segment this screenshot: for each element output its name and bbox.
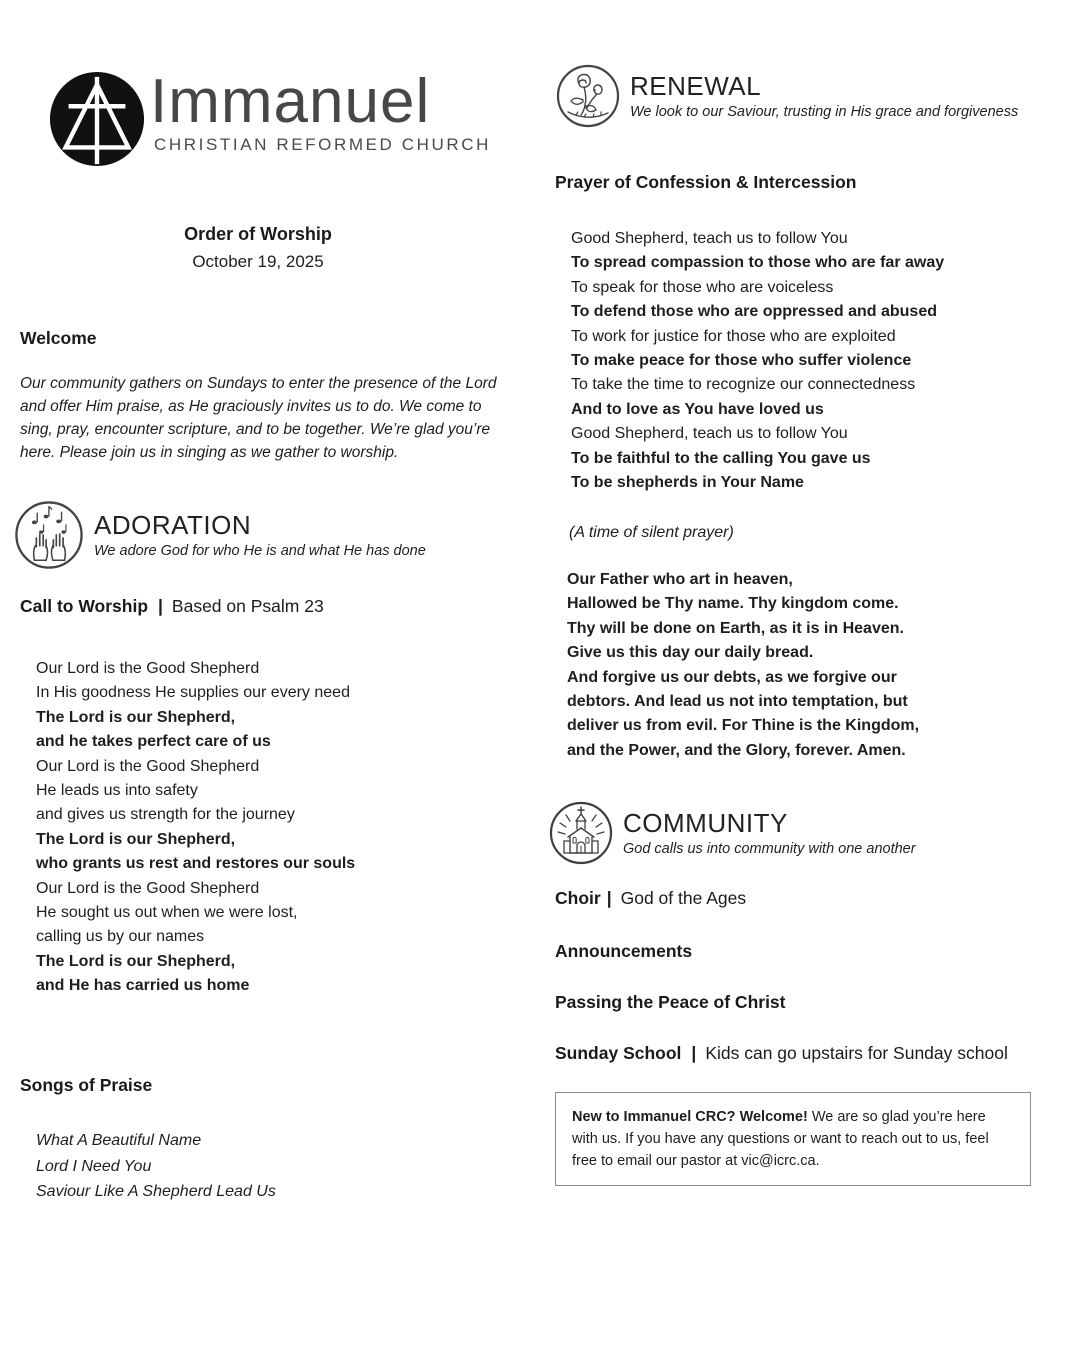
community-subtitle: God calls us into community with one another xyxy=(623,840,916,857)
welcome-paragraph: Our community gathers on Sundays to enter the presence of the Lord and offer Him praise, as He graciously invites us to do. We come to sing, pray, encounter scripture, and to be together. We’re glad you’re here. Please join us in singing as we gather to worship. xyxy=(20,375,497,461)
song-title: Saviour Like A Shepherd Lead Us xyxy=(36,1183,276,1200)
rose-icon xyxy=(556,64,620,128)
silent-prayer-note: (A time of silent prayer) xyxy=(569,524,734,541)
liturgy-line: He sought us out when we were lost, xyxy=(36,904,298,922)
liturgy-line: In His goodness He supplies our every need xyxy=(36,684,350,702)
renewal-section-header xyxy=(556,64,1018,128)
choir-song: God of the Ages xyxy=(620,888,747,908)
liturgy-line: To spread compassion to those who are far away xyxy=(571,254,945,272)
liturgy-line: who grants us rest and restores our souls xyxy=(36,855,356,873)
newcomer-note-text: We are so glad you’re here with us. If you have any questions or want to reach out to us, feel free to email our pastor at vic@icrc.ca. xyxy=(572,1109,989,1169)
liturgy-line: And to love as You have loved us xyxy=(571,400,824,418)
sunday-school-detail: Kids can go upstairs for Sunday school xyxy=(705,1043,1008,1063)
lords-prayer-line: deliver us from evil. For Thine is the Kingdom, xyxy=(567,717,920,735)
songs-of-praise-heading: Songs of Praise xyxy=(20,1075,153,1095)
service-date: October 19, 2025 xyxy=(192,252,324,271)
logo-tagline: CHRISTIAN REFORMED CHURCH xyxy=(154,135,491,155)
liturgy-line: He leads us into safety xyxy=(36,782,198,800)
sunday-school-heading xyxy=(555,1043,1008,1064)
sunday-school-label: Sunday School xyxy=(555,1043,682,1063)
community-title: COMMUNITY xyxy=(623,808,788,839)
church-logo xyxy=(48,67,491,168)
adoration-section-header xyxy=(14,500,426,570)
page-title: Order of Worship xyxy=(184,224,332,244)
liturgy-line: and He has carried us home xyxy=(36,977,250,995)
liturgy-line: To be faithful to the calling You gave us xyxy=(571,449,871,467)
lords-prayer-line: debtors. And lead us not into temptation, but xyxy=(567,693,908,711)
passing-peace-heading: Passing the Peace of Christ xyxy=(555,992,786,1012)
songs-of-praise-list xyxy=(36,1128,276,1205)
prayer-lines xyxy=(571,227,944,495)
liturgy-line: To speak for those who are voiceless xyxy=(571,278,834,296)
call-to-worship-lines xyxy=(36,657,355,999)
heading-separator: | xyxy=(158,596,163,616)
lords-prayer-line: Hallowed be Thy name. Thy kingdom come. xyxy=(567,595,899,613)
liturgy-line: To defend those who are oppressed and abused xyxy=(571,303,937,321)
prayer-heading: Prayer of Confession & Intercession xyxy=(555,172,857,192)
lords-prayer-line: Thy will be done on Earth, as it is in Heaven. xyxy=(567,619,904,637)
raised-hands-music-icon xyxy=(14,500,84,570)
call-to-worship-reference: Based on Psalm 23 xyxy=(171,596,324,616)
announcements-heading: Announcements xyxy=(555,941,693,961)
choir-label: Choir xyxy=(555,888,601,908)
heading-separator: | xyxy=(691,1043,697,1063)
church-icon xyxy=(549,801,613,865)
liturgy-line: To work for justice for those who are exploited xyxy=(571,327,896,345)
lords-prayer-line: and the Power, and the Glory, forever. Amen. xyxy=(567,741,906,759)
lords-prayer-line: And forgive us our debts, as we forgive our xyxy=(567,668,897,686)
community-section-header xyxy=(549,801,916,865)
lords-prayer xyxy=(567,568,919,763)
heading-separator: | xyxy=(606,888,612,908)
liturgy-line: To take the time to recognize our connectedness xyxy=(571,376,916,394)
liturgy-line: Our Lord is the Good Shepherd xyxy=(36,879,260,897)
cross-triangle-logo-icon xyxy=(48,70,146,168)
call-to-worship-heading xyxy=(20,596,324,617)
renewal-title: RENEWAL xyxy=(630,71,762,102)
liturgy-line: The Lord is our Shepherd, xyxy=(36,830,236,848)
welcome-heading: Welcome xyxy=(20,328,97,348)
lords-prayer-line: Give us this day our daily bread. xyxy=(567,644,814,662)
liturgy-line: Good Shepherd, teach us to follow You xyxy=(571,425,848,443)
liturgy-line: Good Shepherd, teach us to follow You xyxy=(571,230,848,247)
liturgy-line: calling us by our names xyxy=(36,928,205,946)
liturgy-line: and he takes perfect care of us xyxy=(36,733,271,751)
newcomer-note-intro: New to Immanuel CRC? Welcome! xyxy=(572,1109,808,1125)
lords-prayer-line: Our Father who art in heaven, xyxy=(567,571,793,588)
call-to-worship-label: Call to Worship xyxy=(20,596,149,616)
liturgy-line: Our Lord is the Good Shepherd xyxy=(36,757,260,775)
liturgy-line: To make peace for those who suffer violence xyxy=(571,352,912,370)
song-title: Lord I Need You xyxy=(36,1157,152,1175)
choir-heading xyxy=(555,888,746,909)
order-of-worship-header xyxy=(20,224,496,272)
adoration-subtitle: We adore God for who He is and what He has done xyxy=(94,542,426,559)
renewal-subtitle: We look to our Saviour, trusting in His grace and forgiveness xyxy=(630,103,1019,120)
adoration-title: ADORATION xyxy=(94,510,252,541)
liturgy-line: The Lord is our Shepherd, xyxy=(36,952,236,970)
liturgy-line: Our Lord is the Good Shepherd xyxy=(36,660,260,677)
liturgy-line: The Lord is our Shepherd, xyxy=(36,708,236,726)
logo-name: Immanuel xyxy=(150,67,431,136)
liturgy-line: To be shepherds in Your Name xyxy=(571,474,804,492)
liturgy-line: and gives us strength for the journey xyxy=(36,806,295,824)
song-title: What A Beautiful Name xyxy=(36,1132,202,1149)
newcomer-welcome-box xyxy=(555,1092,1031,1186)
